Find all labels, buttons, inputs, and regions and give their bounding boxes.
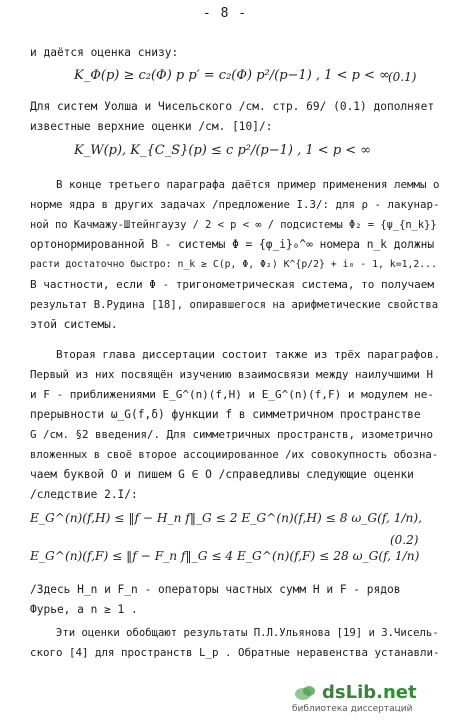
equation-number-0-2: (0.2) [390,533,419,547]
dslib-watermark [292,682,442,716]
watermark-brand-main: dsLib [322,682,377,703]
page-number: - 8 - [202,6,248,21]
watermark-brand-suffix: .net [376,682,417,703]
text-line-17: вложенных в своё второе ассоциированное /их совокупность обозна- [30,449,439,461]
text-line-9: В частности, если Φ - тригонометрическая система, то получаем [30,278,434,291]
text-line-15: прерывности ω_G(f,δ) функции f в симметричном пространстве [30,408,421,421]
text-line-22: Эти оценки обобщают результаты П.Л.Ульянова [19] и З.Чисель- [56,627,439,639]
text-line-12: Вторая глава диссертации состоит также из трёх параграфов. [56,348,441,361]
text-line-19: /следствие 2.I/: [30,488,138,501]
equation-number-0-1: (0.1) [388,70,417,84]
text-line-3: известные верхние оценки /см. [10]/: [30,120,273,133]
text-line-21: Фурье, а n ≥ 1 . [30,603,138,616]
text-line-6: ной по Качмажу-Штейнгаузу / 2 < p < ∞ / подсистемы Φ₂ = {ψ_{n_k}} [30,219,437,231]
text-line-5: норме ядра в других задачах /предложение I.3/: для ρ - лакунар- [30,198,440,211]
text-line-11: этой системы. [30,318,118,331]
text-line-4: В конце третьего параграфа даётся пример применения леммы о [56,178,440,191]
formula-f-approximation: E_G^(n)(f,F) ≤ ‖f − F_n f‖_G ≤ 4 E_G^(n)(f,F) ≤ 28 ω_G(f, 1/n) [30,549,420,563]
formula-h-approximation: E_G^(n)(f,H) ≤ ‖f − H_n f‖_G ≤ 2 E_G^(n)(f,H) ≤ 8 ω_G(f, 1/n), [30,511,423,525]
text-line-18: чаем буквой O и пишем G ∈ O /справедливы следующие оценки [30,468,414,481]
watermark-tagline: библиотека диссертаций [292,704,413,714]
text-line-16: G /см. §2 введения/. Для симметричных пространств, изометрично [30,428,434,441]
text-line-13: Первый из них посвящён изучению взаимосвязи между наилучшими H [30,368,434,381]
text-line-20: /Здесь H_n и F_n - операторы частных сумм H и F - рядов [30,583,401,596]
text-line-7: ортонормированной B - системы Φ = {φ_i}₀^∞ номера n_k должны [30,238,435,251]
text-line-2: Для систем Уолша и Чисельского /см. стр. 69/ (0.1) дополняет [30,100,435,113]
text-line-1: и даётся оценка снизу: [30,46,179,59]
text-line-14: и F - приближениями E_G^(n)(f,H) и E_G^(n)(f,F) и модулем не- [30,388,434,401]
text-line-10: результат В.Рудина [18], опиравшегося на арифметические свойства [30,299,439,311]
text-line-8: расти достаточно быстро: n_k ≥ C(p, Φ, Φ₂) K^{p/2} + i₀ - 1, k=1,2... [30,259,437,270]
dslib-logo-icon [294,684,316,702]
text-line-23: ского [4] для пространств L_p . Обратные неравенства устанавли- [30,646,440,659]
formula-lower-bound: K_Φ(p) ≥ c₂(Φ) p p′ = c₂(Φ) p²/(p−1) , 1 < p < ∞ [74,68,390,83]
formula-upper-bound: K_W(p), K_{C_S}(p) ≤ c p²/(p−1) , 1 < p < ∞ [74,143,372,158]
watermark-brand [322,682,417,703]
